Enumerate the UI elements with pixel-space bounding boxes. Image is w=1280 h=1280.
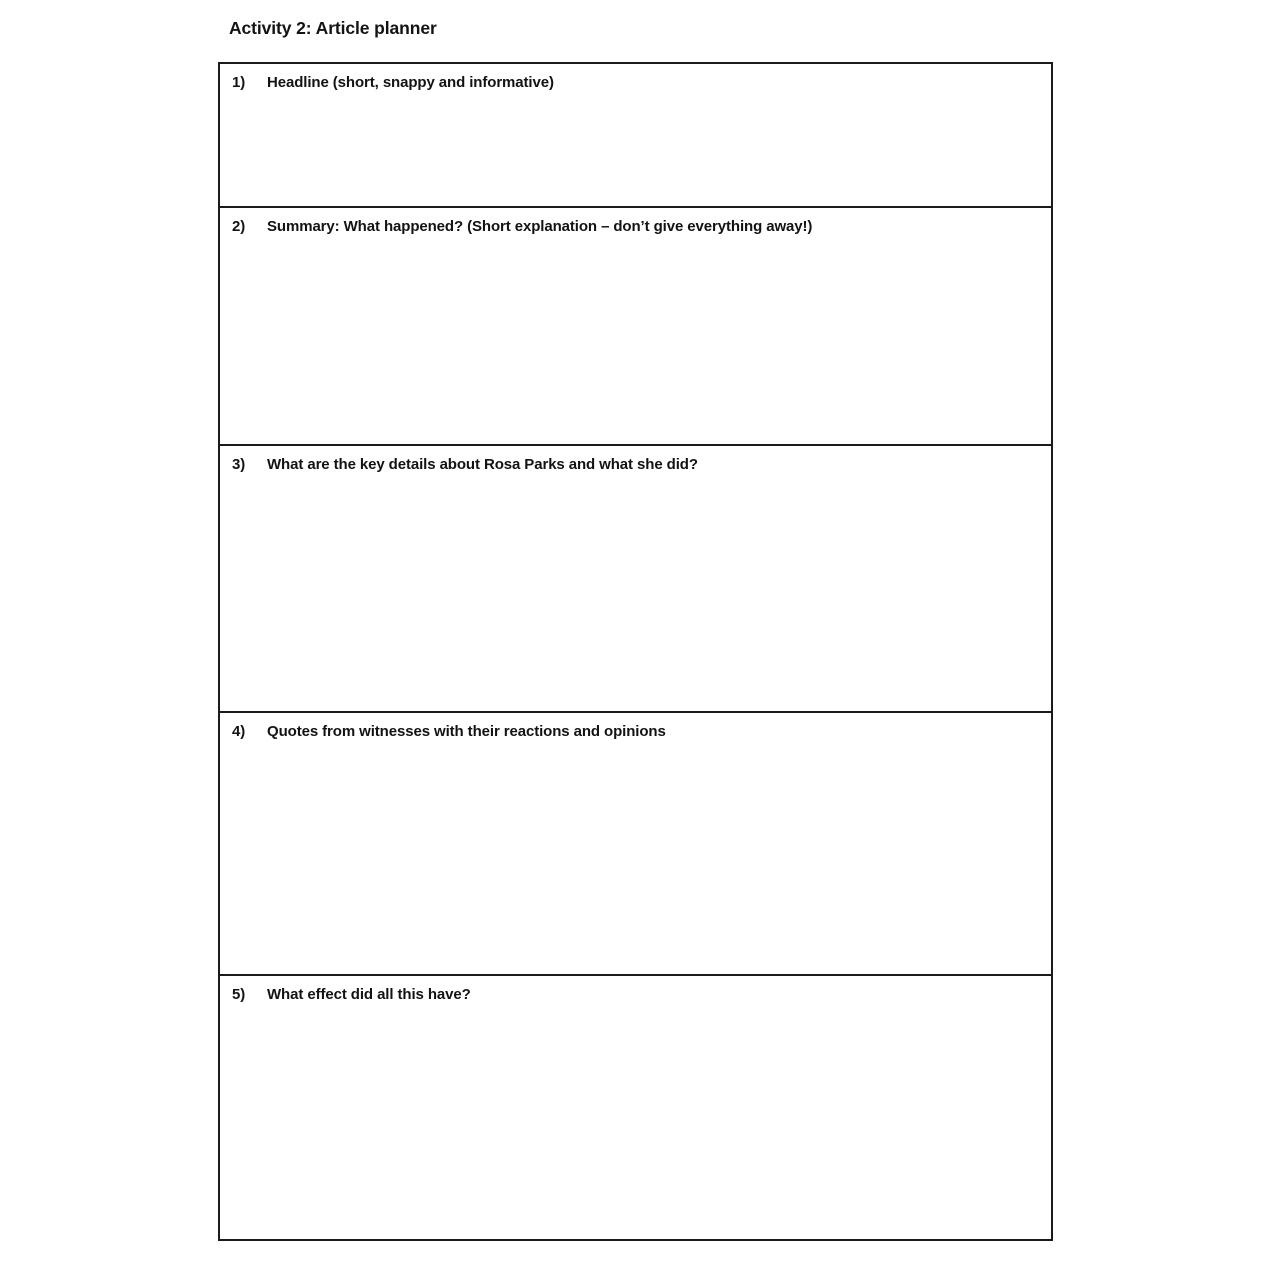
- prompt-number-4: 4): [232, 723, 246, 740]
- prompt-label-2: Summary: What happened? (Short explanation – don’t give everything away!): [267, 218, 813, 235]
- prompt-4: [232, 723, 1039, 741]
- table-row: [219, 975, 1052, 1240]
- prompt-number-1: 1): [232, 74, 246, 91]
- planner-cell-1[interactable]: [219, 63, 1052, 207]
- article-planner-table: [218, 62, 1053, 1241]
- prompt-number-2: 2): [232, 218, 246, 235]
- table-row: [219, 207, 1052, 445]
- prompt-number-3: 3): [232, 456, 246, 473]
- prompt-1: [232, 74, 1039, 92]
- prompt-label-5: What effect did all this have?: [267, 986, 471, 1003]
- prompt-label-4: Quotes from witnesses with their reactions and opinions: [267, 723, 666, 740]
- planner-cell-4[interactable]: [219, 712, 1052, 975]
- prompt-number-5: 5): [232, 986, 246, 1003]
- page-title: Activity 2: Article planner: [229, 18, 437, 38]
- prompt-5: [232, 986, 1039, 1004]
- prompt-3: [232, 456, 1039, 474]
- table-row: [219, 63, 1052, 207]
- table-row: [219, 445, 1052, 712]
- prompt-2: [232, 218, 1039, 236]
- planner-cell-5[interactable]: [219, 975, 1052, 1240]
- prompt-label-1: Headline (short, snappy and informative): [267, 74, 554, 91]
- planner-cell-3[interactable]: [219, 445, 1052, 712]
- planner-cell-2[interactable]: [219, 207, 1052, 445]
- prompt-label-3: What are the key details about Rosa Parks and what she did?: [267, 456, 698, 473]
- table-row: [219, 712, 1052, 975]
